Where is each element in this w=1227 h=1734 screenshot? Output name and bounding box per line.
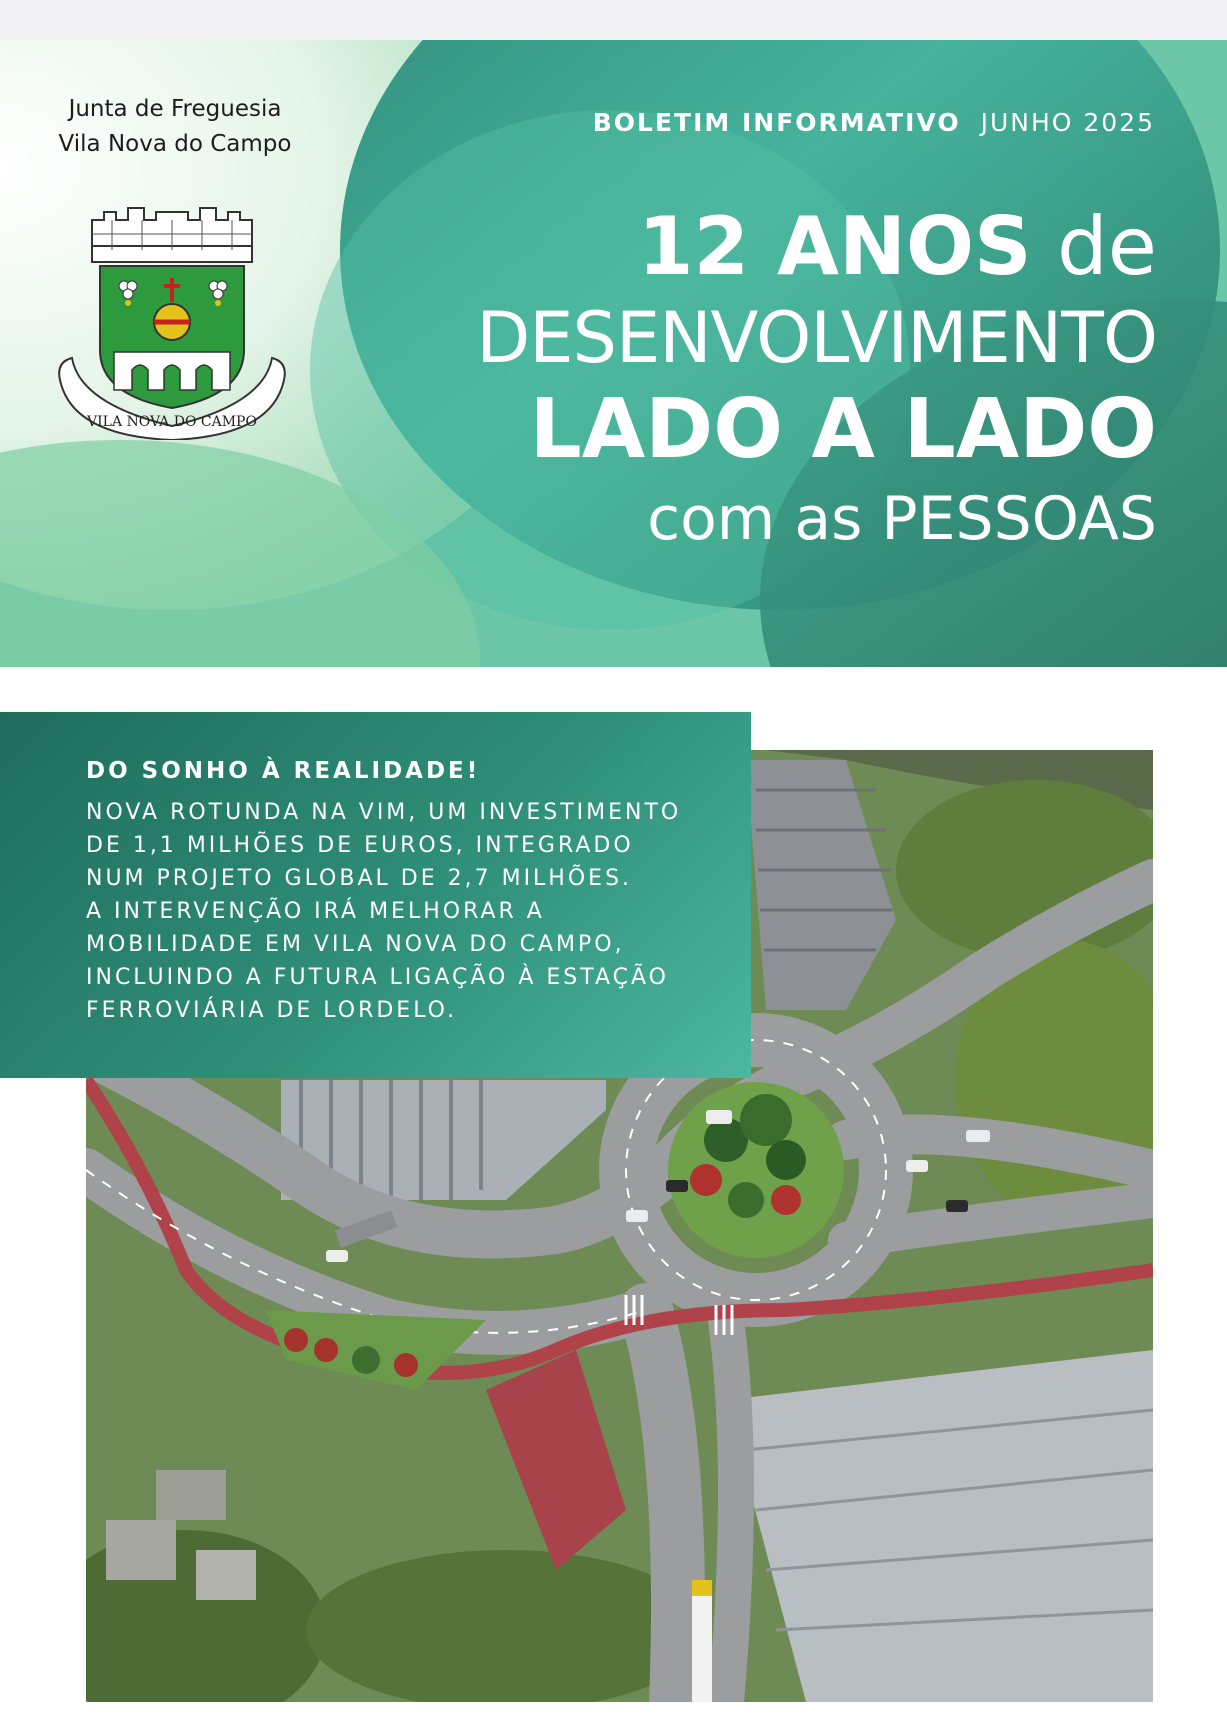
- article-body-line: NUM PROJETO GLOBAL DE 2,7 MILHÕES.: [86, 866, 633, 891]
- bulletin-date: JUNHO 2025: [980, 108, 1155, 137]
- headline-years: 12 ANOS: [637, 200, 1032, 293]
- bulletin-label: BOLETIM INFORMATIVO: [592, 108, 961, 137]
- article-body-line: FERROVIÁRIA DE LORDELO.: [86, 998, 458, 1023]
- headline: [476, 200, 1157, 560]
- headline-line-4: com as PESSOAS: [647, 484, 1157, 554]
- top-margin-strip: [0, 0, 1227, 40]
- headline-de: de: [1057, 200, 1157, 293]
- municipality-line-2: Vila Nova do Campo: [58, 131, 292, 157]
- headline-line-3: LADO A LADO: [529, 382, 1157, 477]
- article-box: [0, 712, 751, 1078]
- article-body-line: NOVA ROTUNDA NA VIM, UM INVESTIMENTO: [86, 800, 682, 825]
- article-body-line: DE 1,1 MILHÕES DE EUROS, INTEGRADO: [86, 833, 634, 858]
- article-body: [86, 796, 726, 1027]
- headline-line-1: [476, 200, 1157, 294]
- coat-of-arms-icon: [52, 190, 292, 440]
- crest-motto: VILA NOVA DO CAMPO: [87, 414, 257, 430]
- article-body-line: MOBILIDADE EM VILA NOVA DO CAMPO,: [86, 932, 625, 957]
- header-banner: [0, 40, 1227, 667]
- headline-line-2: DESENVOLVIMENTO: [476, 297, 1157, 379]
- bulletin-kicker: [593, 108, 1155, 137]
- municipality-line-1: Junta de Freguesia: [68, 96, 282, 122]
- article-body-line: INCLUINDO A FUTURA LIGAÇÃO À ESTAÇÃO: [86, 965, 669, 990]
- municipality-name: [40, 92, 310, 162]
- article-body-line: A INTERVENÇÃO IRÁ MELHORAR A: [86, 899, 545, 924]
- article-title: DO SONHO À REALIDADE!: [86, 758, 481, 784]
